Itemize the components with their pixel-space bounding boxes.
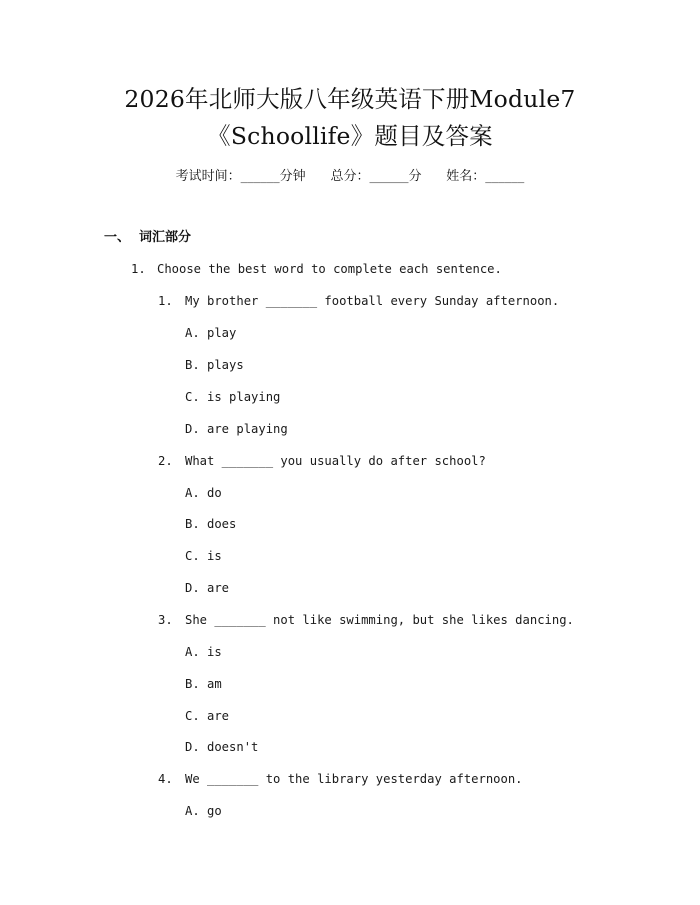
option-item: D. are [185,581,230,595]
option-item: B. plays [185,358,244,372]
question-text: She _______ not like swimming, but she likes dancing. [185,613,574,627]
question-text: What _______ you usually do after school? [185,454,486,468]
option-item: A. play [185,326,237,340]
question-text: My brother _______ football every Sunday afternoon. [185,294,560,308]
document-title-line-1: 2026年北师大版八年级英语下册Module7 [124,85,576,113]
section-heading: 一、 词汇部分 [104,230,192,245]
exam-time-field: 考试时间：______分钟 [175,169,306,184]
exam-score-field: 总分：______分 [330,169,422,184]
option-item: D. are playing [185,422,288,436]
option-item: B. does [185,517,237,531]
option-item: A. is [185,645,222,659]
option-item: B. am [185,677,222,691]
exam-name-field: 姓名：______ [446,169,525,184]
option-item: C. is [185,549,222,563]
exam-info-line [0,168,700,186]
instruction-number: 1. [131,262,146,276]
instruction-text: Choose the best word to complete each sentence. [157,262,502,276]
question-number: 3. [158,613,173,627]
question-number: 1. [158,294,173,308]
question-number: 4. [158,772,173,786]
option-item: A. do [185,486,222,500]
document-title-line-2: 《Schoollife》题目及答案 [207,122,493,150]
question-number: 2. [158,454,173,468]
question-text: We _______ to the library yesterday afternoon. [185,772,523,786]
option-item: D. doesn't [185,740,259,754]
option-item: A. go [185,804,222,818]
option-item: C. are [185,709,230,723]
option-item: C. is playing [185,390,281,404]
